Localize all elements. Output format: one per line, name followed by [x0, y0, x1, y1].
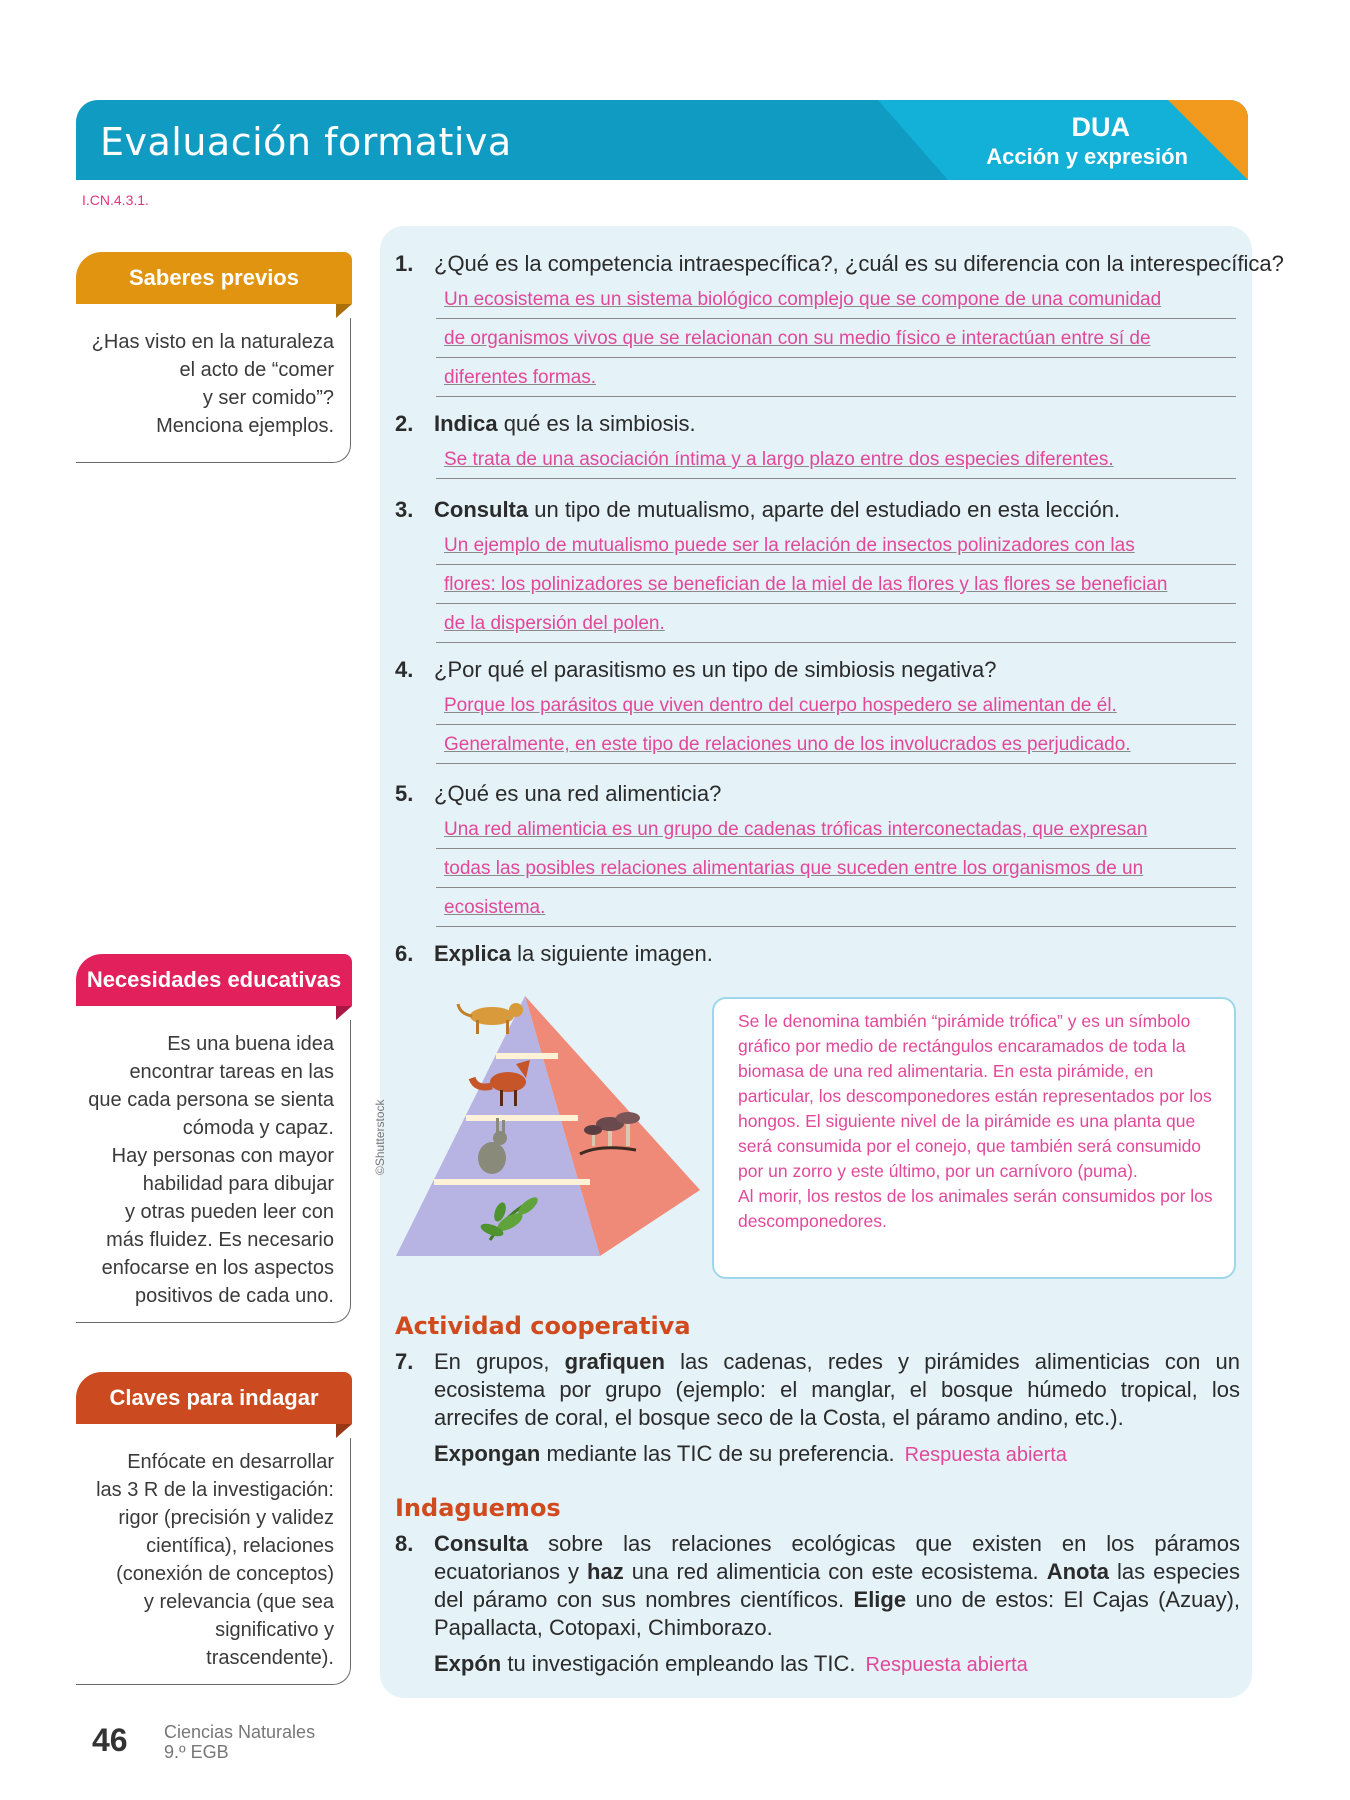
answer-text: flores: los polinizadores se benefician de la miel de las flores y las flores se benefician: [444, 574, 1168, 595]
activity-number: 7.: [395, 1349, 414, 1374]
answer-line: [436, 727, 1236, 764]
saberes-line: Menciona ejemplos.: [156, 415, 334, 437]
saberes-line: y ser comido”?: [202, 387, 334, 409]
question-text-wrap: [434, 496, 1120, 524]
answer-text: ecosistema.: [444, 897, 546, 918]
claves-line: significativo y: [215, 1619, 334, 1641]
answer-line: [436, 890, 1236, 927]
question-text: ¿Qué es la competencia intraespecífica?, ¿cuál es su diferencia con la interespecífica?: [434, 251, 1284, 276]
indicator-code: I.CN.4.3.1.: [82, 192, 149, 208]
saberes-line: ¿Has visto en la naturaleza: [91, 331, 334, 353]
necesidades-line: y otras pueden leer con: [124, 1201, 334, 1223]
page-header: [76, 100, 1248, 180]
activity-verb: Anota: [1046, 1559, 1110, 1584]
activity-text: las cadenas, redes y pirámides alimenticias con un ecosistema por grupo (ejemplo: el manglar, el bosque húmedo tropical, los arrecifes de coral, el bosque seco de la Costa, el páramo andino, etc.).: [434, 1349, 1240, 1430]
activity-text: mediante las TIC de su preferencia.: [540, 1441, 895, 1466]
answer-line: [436, 567, 1236, 604]
activity-verb: grafiquen: [564, 1349, 665, 1374]
claves-line: rigor (precisión y validez: [118, 1507, 334, 1529]
answer-text: Un ecosistema es un sistema biológico complejo que se compone de una comunidad: [444, 289, 1162, 310]
answer-line: [436, 851, 1236, 888]
activity-verb: Consulta: [434, 1531, 529, 1556]
question-number: 4.: [395, 657, 414, 682]
answer-line: [436, 688, 1236, 725]
saberes-line: el acto de “comer: [179, 359, 334, 381]
pyramid-explanation-box: [712, 997, 1236, 1279]
activity-verb: haz: [587, 1559, 624, 1584]
open-answer-label: Respuesta abierta: [904, 1444, 1067, 1466]
necesidades-line: cómoda y capaz.: [182, 1117, 334, 1139]
necesidades-educativas-tab: Necesidades educativas: [76, 954, 352, 1006]
answer-text: de la dispersión del polen.: [444, 613, 665, 634]
claves-line: trascendente).: [206, 1647, 334, 1669]
necesidades-line: positivos de cada uno.: [134, 1285, 334, 1307]
question-verb: Explica: [434, 941, 512, 966]
activity-text: las especies del páramo con sus nombres científicos.: [434, 1559, 1240, 1612]
question-number: 3.: [395, 497, 414, 522]
answer-line: [436, 321, 1236, 358]
answer-text: Una red alimenticia es un grupo de cadenas tróficas interconectadas, que expresan: [444, 819, 1148, 840]
answer-text: Generalmente, en este tipo de relaciones uno de los involucrados es perjudicado.: [444, 734, 1131, 755]
question-text: ¿Qué es una red alimenticia?: [434, 781, 722, 806]
claves-line: y relevancia (que sea: [143, 1591, 334, 1613]
answer-line: [436, 442, 1236, 479]
claves-line: las 3 R de la investigación:: [96, 1479, 334, 1501]
activity-text: sobre las relaciones ecológicas que existen en los páramos ecuatorianos y: [434, 1531, 1240, 1584]
dua-label: DUA: [1071, 112, 1130, 142]
page-title: Evaluación formativa: [100, 120, 512, 164]
answer-line: [436, 360, 1236, 397]
activity-text: una red alimenticia con este ecosistema.: [623, 1559, 1047, 1584]
explanation-text: Se le denomina también “pirámide trófica” y es un símbolo gráfico por medio de rectángulos encaramados de toda la biomasa de una red alimentaria. En esta pirámide, en particular, los descomponedores están representados por los hongos. El siguiente nivel de la pirámide es una planta que será consumida por el conejo, que también será consumido por un zorro y este último, por un carnívoro (puma).: [738, 1011, 1212, 1181]
question-verb: Indica: [434, 411, 498, 436]
claves-indagar-tab: Claves para indagar: [76, 1372, 352, 1424]
question-verb: Consulta: [434, 497, 529, 522]
question-text: qué es la simbiosis.: [497, 411, 696, 436]
necesidades-educativas-body: [76, 1020, 351, 1323]
answer-line: [436, 528, 1236, 565]
answer-line: [436, 282, 1236, 319]
activity-7: [395, 1348, 1240, 1432]
necesidades-line: Hay personas con mayor: [111, 1145, 334, 1167]
page-number: 46: [92, 1722, 128, 1758]
necesidades-line: habilidad para dibujar: [142, 1173, 334, 1195]
cooperative-activity-title: Actividad cooperativa: [395, 1312, 691, 1340]
question-number: 2.: [395, 411, 414, 436]
saberes-previos-tab: Saberes previos: [76, 252, 352, 304]
answer-line: [436, 606, 1236, 643]
trophic-pyramid-illustration: [380, 990, 710, 1260]
claves-line: científica), relaciones: [146, 1535, 334, 1557]
answer-text: todas las posibles relaciones alimentarias que suceden entre los organismos de un: [444, 858, 1144, 879]
indaguemos-title: Indaguemos: [395, 1494, 561, 1522]
question-number: 1.: [395, 251, 414, 276]
open-answer-label: Respuesta abierta: [865, 1654, 1028, 1676]
question-text-wrap: [434, 940, 713, 968]
question-text: la siguiente imagen.: [511, 941, 713, 966]
question-number: 5.: [395, 781, 414, 806]
question-number: 6.: [395, 941, 414, 966]
answer-text: diferentes formas.: [444, 367, 597, 388]
necesidades-line: enfocarse en los aspectos: [101, 1257, 334, 1279]
activity-verb: Expongan: [434, 1441, 541, 1466]
answer-text: Un ejemplo de mutualismo puede ser la relación de insectos polinizadores con las: [444, 535, 1135, 556]
activity-text: En grupos,: [434, 1349, 565, 1374]
answer-text: de organismos vivos que se relacionan con su medio físico e interactúan entre sí de: [444, 328, 1151, 349]
activity-text: uno de estos: El Cajas (Azuay), Papallacta, Cotopaxi, Chimborazo.: [434, 1587, 1241, 1640]
claves-line: Enfócate en desarrollar: [127, 1451, 334, 1473]
activity-number: 8.: [395, 1531, 414, 1556]
grade-level: 9.º EGB: [164, 1742, 229, 1762]
question-text: un tipo de mutualismo, aparte del estudiado en esta lección.: [528, 497, 1121, 522]
question-text: ¿Por qué el parasitismo es un tipo de simbiosis negativa?: [434, 657, 997, 682]
image-credit: ©Shutterstock: [373, 1099, 387, 1175]
necesidades-line: Es una buena idea: [167, 1033, 334, 1055]
necesidades-line: más fluidez. Es necesario: [106, 1229, 334, 1251]
footer-subject: [164, 1722, 315, 1762]
claves-line: (conexión de conceptos): [116, 1563, 334, 1585]
answer-text: Porque los parásitos que viven dentro del cuerpo hospedero se alimentan de él.: [444, 695, 1117, 716]
activity-verb: Elige: [853, 1587, 907, 1612]
activity-verb: Expón: [434, 1651, 502, 1676]
activity-8-expose: [434, 1650, 1240, 1679]
necesidades-line: que cada persona se sienta: [88, 1089, 334, 1111]
dua-subtitle: Acción y expresión: [986, 144, 1188, 169]
explanation-text-2: Al morir, los restos de los animales serán consumidos por los descomponedores.: [738, 1186, 1213, 1231]
answer-text: Se trata de una asociación íntima y a largo plazo entre dos especies diferentes.: [444, 449, 1114, 470]
activity-text: tu investigación empleando las TIC.: [501, 1651, 856, 1676]
activity-8: [395, 1530, 1241, 1642]
claves-indagar-body: [76, 1438, 351, 1685]
subject-name: Ciencias Naturales: [164, 1722, 316, 1742]
question-text-wrap: [434, 410, 696, 438]
necesidades-line: encontrar tareas en las: [129, 1061, 334, 1083]
answer-line: [436, 812, 1236, 849]
activity-7-expose: [434, 1440, 1240, 1469]
saberes-previos-body: [76, 318, 351, 463]
